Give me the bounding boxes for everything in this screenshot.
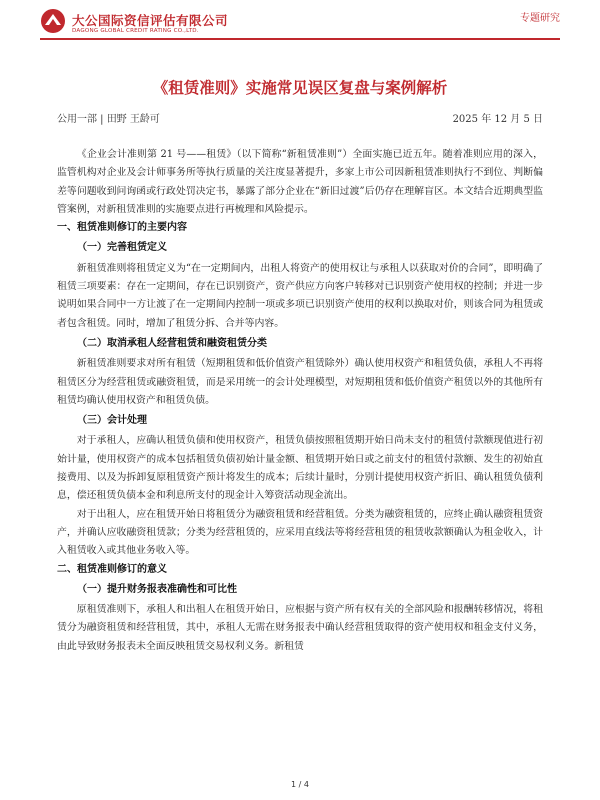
paragraph-lessor-accounting: 对于出租人，应在租赁开始日将租赁分为融资租赁和经营租赁。分类为融资租赁的，应终止确认融资租赁资产，并确认应收融资租赁款；分类为经营租赁的，应采用直线法等将经营租赁的租赁收款额确认为租金收入，计入租赁收入或其他业务收入等。 [57,508,543,557]
section-heading-2: 二、租赁准则修订的意义 [57,563,167,575]
document-body [57,146,543,656]
page-number: 1 / 4 [291,780,309,789]
logo-english-name: DAGONG GLOBAL CREDIT RATING CO.,LTD. [72,28,199,34]
publish-date: 2025 年 12 月 5 日 [452,114,543,125]
section-heading-1: 一、租赁准则修订的主要内容 [57,222,187,234]
report-category-tag: 专题研究 [520,13,560,24]
company-logo [40,8,260,40]
document-title: 《租赁准则》实施常见误区复盘与案例解析 [152,79,448,97]
subsection-heading-1-1: （一）完善租赁定义 [77,242,167,254]
page-header [0,0,600,46]
paragraph-comparability: 原租赁准则下，承租人和出租人在租赁开始日，应根据与资产所有权有关的全部风险和报酬转移情况，将租赁分为融资租赁和经营租赁，其中，承租人无需在财务报表中确认经营租赁取得的资产使用权和租金支付义务，由此导致财务报表未全面反映租赁交易权利义务。新租赁 [57,604,543,652]
paragraph-lessee-accounting: 对于承租人，应确认租赁负债和使用权资产，租赁负债按照租赁期开始日尚未支付的租赁付款额现值进行初始计量，使用权资产的成本包括租赁负债初始计量金额、租赁期开始日或之前支付的租赁付款额、发生的初始直接费用、以及为拆卸复原租赁资产预计将发生的成本；后续计量时，分别计提使用权资产折旧、确认租赁负债利息，偿还租赁负债本金和利息所支付的现金计入筹资活动现金流出。 [57,435,543,502]
document-meta [57,110,543,126]
subsection-heading-1-3: （三）会计处理 [77,415,147,427]
subsection-heading-1-2: （二）取消承租人经营租赁和融资租赁分类 [77,337,267,349]
subsection-heading-2-1: （一）提升财务报表准确性和可比性 [77,583,237,595]
header-divider [40,38,560,40]
authors: 公用一部 | 田野 王龄可 [57,114,160,125]
paragraph-lease-definition: 新租赁准则将租赁定义为“在一定期间内，出租人将资产的使用权让与承租人以获取对价的合同”，即明确了租赁三项要素：存在一定期间，存在已识别资产，资产供应方向客户转移对已识别资产使用权的控制；并进一步说明如果合同中一方让渡了在一定期间内控制一项或多项已识别资产使用的权利以换取对价，则该合同为租赁或者包含租赁。同时，增加了租赁分拆、合并等内容。 [57,262,543,329]
paragraph-lease-classification: 新租赁准则要求对所有租赁（短期租赁和低价值资产租赁除外）确认使用权资产和租赁负债，承租人不再将租赁区分为经营租赁或融资租赁，而是采用统一的会计处理模型，对短期租赁和低价值资产租赁以外的其他所有租赁均确认使用权资产和租赁负债。 [57,358,543,406]
intro-paragraph: 《企业会计准则第 21 号——租赁》（以下简称“新租赁准则”）全面实施已近五年。随着准则应用的深入，监管机构对企业及会计师事务所等执行质量的关注度显著提升，多家上市公司因新租赁准则执行不到位、判断偏差等问题收到问询函或行政处罚决定书，暴露了部分企业在“新旧过渡”后仍存在理解盲区。本文结合近期典型监管案例，对新租赁准则的实施要点进行再梳理和风险提示。 [57,149,543,215]
company-logo-icon [40,8,66,34]
logo-chinese-name: 大公国际资信评估有限公司 [72,13,229,28]
